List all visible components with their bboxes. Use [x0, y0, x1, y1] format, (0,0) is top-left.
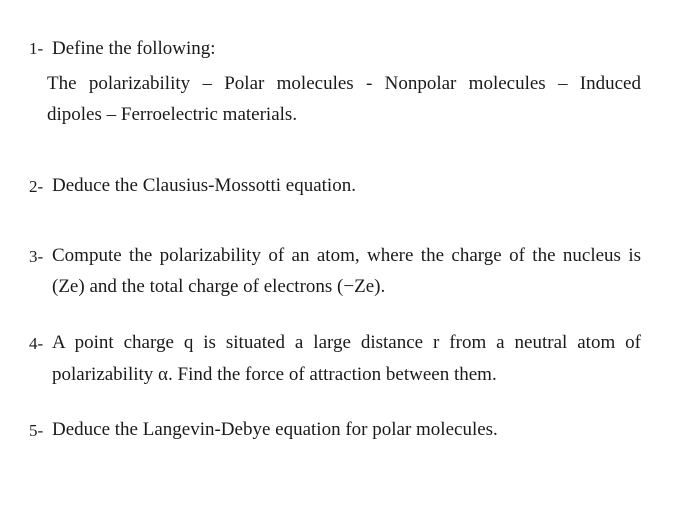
- question-4-line-1: A point charge q is situated a large distance r from a neutral atom of: [52, 332, 641, 353]
- question-3-number: 3-: [29, 247, 44, 266]
- question-1-text: Define the following:: [52, 38, 216, 59]
- question-3-line-1: Compute the polarizability of an atom, where the charge of the nucleus is: [52, 245, 641, 266]
- question-5-number: 5-: [29, 421, 44, 440]
- question-4-line-2: polarizability α. Find the force of attraction between them.: [52, 364, 497, 385]
- question-2-number: 2-: [29, 177, 44, 196]
- question-1-number: 1-: [29, 39, 44, 58]
- question-5-text: Deduce the Langevin-Debye equation for polar molecules.: [52, 419, 498, 440]
- question-1-subline-2: dipoles – Ferroelectric materials.: [47, 104, 298, 125]
- question-4-number: 4-: [29, 334, 44, 353]
- question-2-text: Deduce the Clausius-Mossotti equation.: [52, 175, 356, 196]
- question-1-subline-1: The polarizability – Polar molecules - Nonpolar molecules – Induced: [47, 73, 641, 94]
- question-3-line-2: (Ze) and the total charge of electrons (−Ze).: [52, 276, 386, 297]
